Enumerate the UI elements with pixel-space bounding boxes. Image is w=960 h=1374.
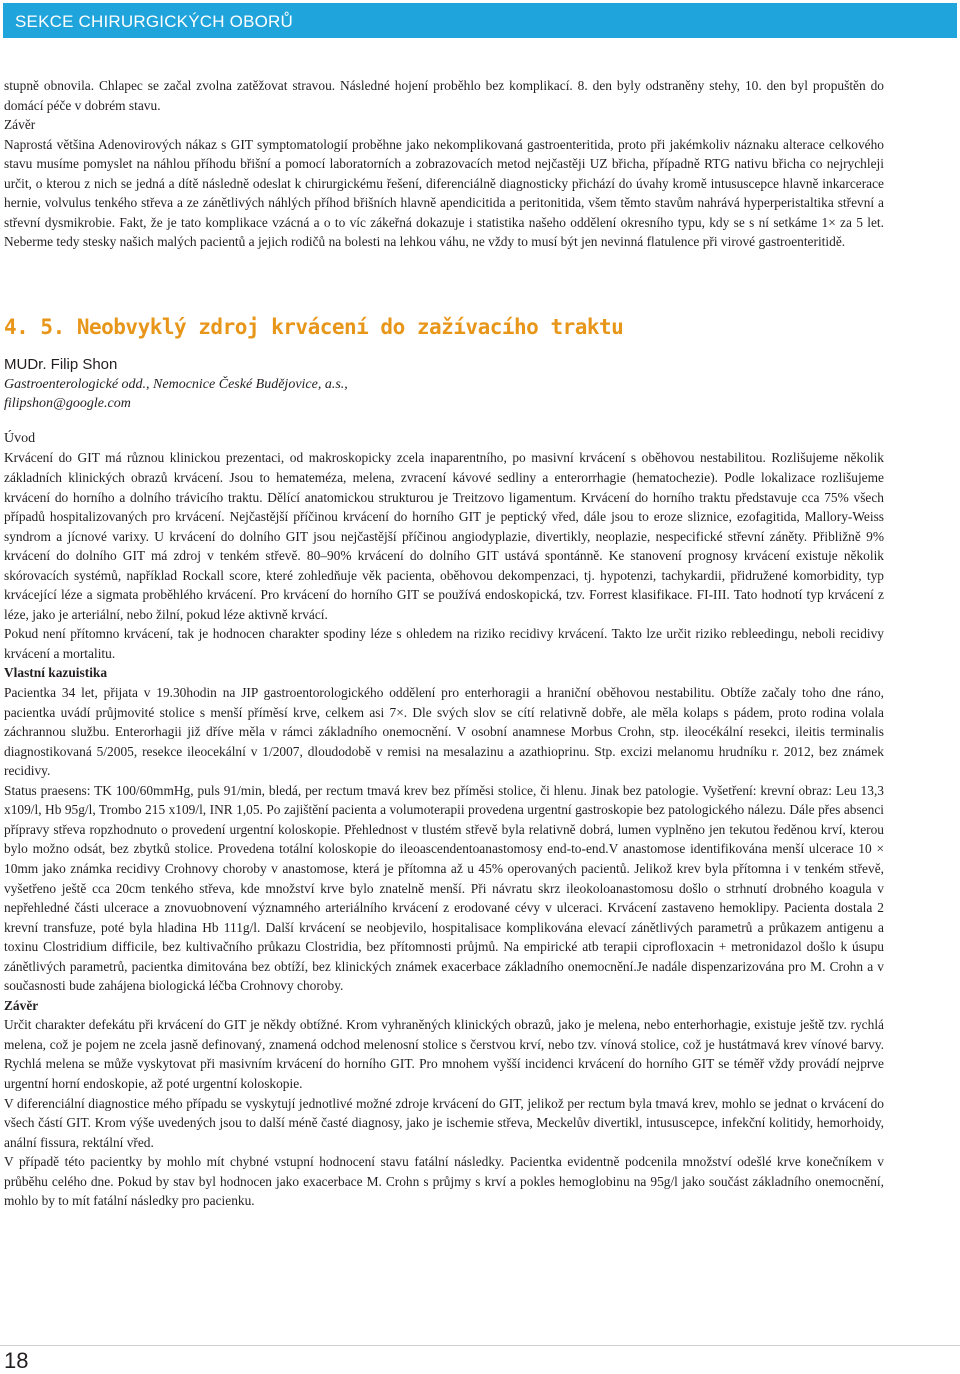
case-paragraph-2: Status praesens: TK 100/60mmHg, puls 91/min, bledá, per rectum tmavá krev bez příměsi stolice, či hlenu. Jinak bez patologie. Vyšetření: krevní obraz: Leu 13,3 x109/l, Hb 95g/l, Trombo 215 x109/l, INR 1,05. Po zajištění pacienta a volumoterapii provedena urgentní gastroskopie bez patologického nálezu. Dále přes absenci přípravy střeva ropzhodnuto o provedení urgentní koloskopie. Přehlednost v tlustém střevě byla relativně dobrá, lumen vyplněno jen tekutou ředěnou krví, kterou bylo možno odsát, bez zbytků stolice. Provedena totální koloskopie do ileoascendentoanastomosy end-to-end.V anastomose identifikována menší ulcerace 10 × 10mm jako známka recidivy Crohnovy choroby v anastomose, která je přítomna až u 45% operovaných pacientů. Jelikož krev byla přítomna i v tenkém střevě, vyšetřeno ještě cca 20cm tenkého střeva, kde množství krve bylo znatelně menší. Při návratu skrz ileokoloanastomosu došlo o strhnutí drobného koagula v nepřehledné části ulcerace a znovuobnovení významného arteriálního krvácení z erodované cévy v ulceraci. Krvácení zastaveno hemoklipy. Pacienta dostala 2 krevní transfuze, poté byla hladina Hb 111g/l. Další krvácení se neobjevilo, hospitalisace komplikována elevací zánětlivých parametrů a průkazem antigenu a toxinu Clostridium difficile, bez kultivačního průkazu Clostridia, bez přítomnosti průjmů. Na empirické atb terapii ciprofloxacin + metronidazol došlo k úsupu zánětlivých parametrů, pacientka dimitována bez obtíží, bez klinických známek exacerbace základního onemocnění.Je nadále dispenzarizována pro M. Crohn a v současnosti bude zahájena biologická léčba Crohnovy choroby. xyxy=(4,782,884,994)
conclusion-paragraph-2: V diferenciální diagnostice mého případu se vyskytují jednotlivé možné zdroje krvácení do GIT, jelikož per rectum byla tmavá krev, mohlo se jednat o krvácení do všech částí GIT. Krom výše uvedených jsou to další méně časté diagnosy, jako je ischemie střeva, Meckelův divertikl, intususcepce, infekční kolitidy, hemorhoidy, anální fissura, rektální vřed. xyxy=(4,1095,884,1150)
previous-conclusion-text: Naprostá většina Adenovirových nákaz s GIT symptomatologií proběhne jako nekomplikovaná gastroenteritida, proto při jakémkoliv náznaku alterace celkového stavu musíme pomyslet na náhlou příhodu břišní a pomocí laboratorních a zobrazovacích metod nejčastěji UZ břicha, případně RTG nativu břicha co nejrychleji určit, o kterou z nich se jedná a dítě následně odeslat k chirurgickému řešení, diferenciálně diagnosticky přichází do úvahy kromě intususcepce hlavně inkarcerace hernie, volvulus tenkého střeva a ze zánětlivých náhlých příhod břišních hlavně apendicitida a peritonitida, všem těmto stavům nahrává hyperperistaltika střevní a střevní dysmikrobie. Fakt, že je tato komplikace vzácná a o to víc zákeřná dokazuje i statistika našeho oddělení okresního typu, kdy se s ní setkáme 1× za 5 let. Neberme tedy stesky našich malých pacientů a jejich rodičů na bolesti na lehkou váhu, ne vždy to musí být jen nevinná flatulence při virové gastroenteritidě. xyxy=(4,136,884,250)
article-content xyxy=(4,76,884,1211)
footer-divider xyxy=(0,1345,960,1346)
article-title: 4. 5. Neobvyklý zdroj krvácení do zažívacího traktu xyxy=(4,314,624,339)
section-header-title: SEKCE CHIRURGICKÝCH OBORŮ xyxy=(15,12,293,31)
section-header-bar xyxy=(3,3,957,38)
author-name: MUDr. Filip Shon xyxy=(4,355,118,373)
author-affiliation: Gastroenterologické odd., Nemocnice České Budějovice, a.s., xyxy=(4,376,348,392)
author-email: filipshon@google.com xyxy=(4,395,131,411)
conclusion-paragraph-3: V případě této pacientky by mohlo mít chybné vstupní hodnocení stavu fatální následky. Pacientka evidentně podcenila množství odešlé krve konečníkem v průběhu celého dne. Pokud by stav byl hodnocen jako exacerbace M. Crohn s průjmy s krví a pokles hemoglobinu na 95g/l jako součást základního onemocnění, mohlo by to mít fatální následky pro pacienku. xyxy=(4,1154,884,1209)
case-heading: Vlastní kazuistika xyxy=(4,665,108,681)
conclusion-paragraph-1: Určit charakter defekátu při krvácení do GIT je někdy obtížné. Krom vyhraněných klinických obrazů, jako je melena, nebo enterhorhagie, existuje ještě tzv. rychlá melena, což je pojem ne zcela jasně definovaný, znamená odchod melenosní stolice s čerstvou krví, nebo tzv. vínová stolice, což je hustátmavá krev vínové barvy. Rychlá melena se může vyskytovat při masivním krvácení do horního GIT. Pro mnohem vyšší incidenci krvácení do horního GIT se téměř vždy provádí nejprve urgentní horní endoskopie, až poté urgentní koloskopie. xyxy=(4,1017,884,1091)
conclusion-heading: Závěr xyxy=(4,997,39,1013)
intro-paragraph-2: Pokud není přítomno krvácení, tak je hodnocen charakter spodiny léze s ohledem na riziko recidivy krvácení. Takto lze určit riziko rebleedingu, neboli recidivy krvácení a mortalitu. xyxy=(4,626,884,661)
previous-conclusion-heading: Závěr xyxy=(4,117,36,133)
page-number: 18 xyxy=(4,1348,29,1373)
intro-heading: Úvod xyxy=(4,430,36,446)
previous-article-continuation: stupně obnovila. Chlapec se začal zvolna zatěžovat stravou. Následné hojení proběhlo bez komplikací. 8. den byly odstraněny stehy, 10. den byl propuštěn do domácí péče v dobrém stavu. xyxy=(4,78,884,113)
case-paragraph-1: Pacientka 34 let, přijata v 19.30hodin na JIP gastroentorologického oddělení pro enterhoragii a hraniční oběhovou nestabilitu. Obtíže začaly toho dne ráno, pacientka uvádí průjmovité stolice s menší příměsí krve, celkem asi 7×. Dle svých slov se cítí relativně dobře, ale měla kolaps s pádem, proto rodina volala záchrannou službu. Enterorhagii již dříve měla v rámci základního onemocnění. V osobní anamnese Morbus Crohn, stp. ileocékální resekci, ileitis terminalis diagnostikovaná 5/2005, resekce ileocekální v 1/2007, dloudodobě v remisi na mesalazinu a azathioprinu. Stp. excizi melanomu hrudníku r. 2012, bez známek recidivy. xyxy=(4,685,884,779)
intro-paragraph-1: Krvácení do GIT má různou klinickou prezentaci, od makroskopicky zcela inaparentního, po masivní krvácení s oběhovou nestabilitou. Rozlišujeme několik základních klinických obrazů krvácení. Jsou to hemateméza, melena, zvracení kávové sedliny a enterorrhagie (hematochezie). Podle lokalizace rozlišujeme krvácení do horního a dolního trávicího traktu. Dělící anatomickou strukturou je Treitzovo ligamentum. Krvácení do horního traktu představuje cca 75% všech případů hospitalizovaných pro krvácení. Nejčastější příčinou krvácení do horního GIT je peptický vřed, dále jsou to eroze sliznice, ezofagitida, Mallory-Weiss syndrom a jícnové varixy. U krvácení do dolního GIT jsou nejčastější příčinou angiodyplazie, divertikly, neoplazie, nespecifické střevní záněty. Přibližně 9% krvácení do dolního GIT má zdroj v tenkém střevě. 80–90% krvácení do dolního GIT ustává spontánně. Ke stanovení prognosy krvácení existuje několik skórovacích systémů, například Rockall score, které zohledňuje věk pacienta, oběhovou dekompenzaci, tj. hypotenzi, tachykardii, přidružené komorbidity, typ krvácející léze a sigmata proběhlého krvácení. Pro krvácení do horního GIT se používá endoskopická, tzv. Forrest klasifikace. FI-III. Tato hodnotí typ krvácení z léze, jako je arteriální, nebo žilní, pokud léze aktivně krvácí. xyxy=(4,450,884,622)
